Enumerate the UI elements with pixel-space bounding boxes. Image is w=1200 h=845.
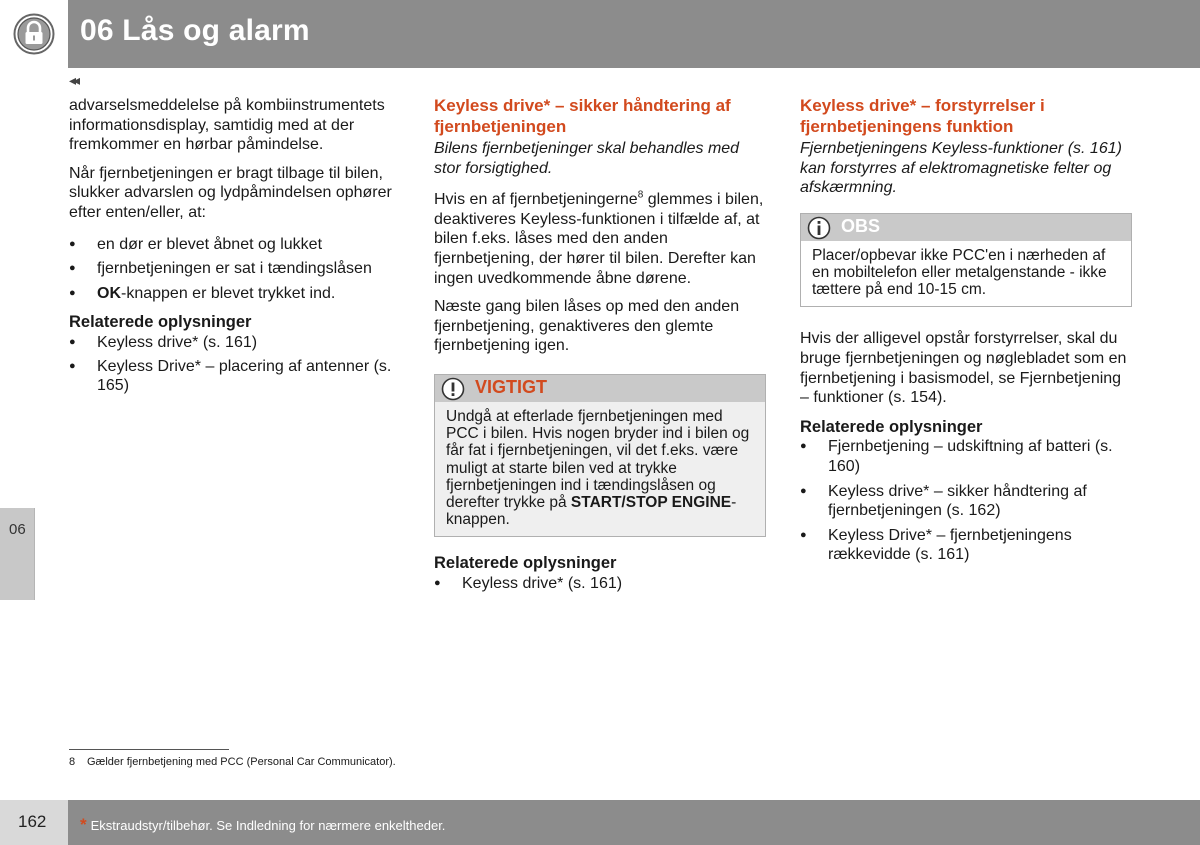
footnote-divider [69,749,229,750]
column-2 [434,96,766,598]
warning-label: VIGTIGT [475,376,547,397]
ingress: Bilens fjernbetjeninger skal behandles med stor forsigtighed. [434,140,740,177]
ingress: Fjernbetjeningens Keyless-funktioner (s. 161) kan forstyrres af elektromagnetiske felter og afskærmning. [800,140,1122,197]
warning-icon [441,377,465,401]
lock-icon [13,13,55,55]
list-item: ● en dør er blevet åbnet og lukket [69,235,401,255]
related-title: Relaterede oplysninger [800,417,983,436]
footnote-number: 8 [69,756,76,768]
continued-arrows-icon: ◂◂ [69,72,78,88]
related-list [800,437,1132,565]
column-3 [800,96,1132,570]
related-list [69,333,401,396]
chapter-tab-label: 06 [9,521,26,538]
note-box [800,213,1132,308]
related-link[interactable]: ● Keyless drive* (s. 161) [434,574,766,594]
warning-box [434,374,766,537]
related-link[interactable]: ● Keyless Drive* – fjernbetjeningens rækkevidde (s. 161) [800,526,1132,565]
warning-text-part: Undgå at efterlade fjernbetjeningen med PCC i bilen. Hvis nogen bryder ind i bilen og får fat i fjernbetjeningen, vil det f.eks. være muligt at starte bilen ved at trykke fjernbetjeningen ind i tændingslåsen og derefter trykke på [446,407,750,511]
paragraph: Hvis der alligevel opstår forstyrrelser, skal du bruge fjernbetjeningen og nøglebladet som en fjernbetjening i basismodel, se Fjernbetjening – funktioner (s. 154). [800,330,1127,407]
column-1 [69,96,401,400]
ok-key-label: OK [97,284,121,302]
info-icon [807,216,831,240]
note-box-header [801,214,1131,241]
paragraph: advarselsmeddelelse på kombiinstrumentets informationsdisplay, samtidig med at der fremkommer en hørbar påmindelse. [69,97,385,154]
section-heading: Keyless drive* – sikker håndtering af fjernbetjeningen [434,96,731,136]
related-link[interactable]: ● Fjernbetjening – udskiftning af batteri (s. 160) [800,437,1132,476]
margin-strip [0,68,34,508]
section-heading: Keyless drive* – forstyrrelser i fjernbetjeningens funktion [800,96,1045,136]
paragraph: Når fjernbetjeningen er bragt tilbage til bilen, slukker advarslen og lydpåmindelsen ophører efter enten/eller, at: [69,164,392,221]
related-link[interactable]: ● Keyless Drive* – placering af antenner (s. 165) [69,357,401,396]
header-icon-box [0,0,68,68]
footnote-ref[interactable]: 8 [637,189,644,201]
condition-list [69,235,401,304]
footer-text: Ekstraudstyr/tilbehør. Se Indledning for nærmere enkeltheder. [90,818,446,833]
footnote [69,756,396,768]
paragraph: Næste gang bilen låses op med den anden fjernbetjening, genaktiveres den glemte fjernbetjening igen. [434,298,740,355]
paragraph [434,190,766,288]
footer-note [80,815,445,835]
list-item: ● fjernbetjeningen er sat i tændingslåsen [69,259,401,279]
footnote-text: Gælder fjernbetjening med PCC (Personal Car Communicator). [87,756,396,768]
page-number: 162 [18,812,47,831]
related-title: Relaterede oplysninger [434,554,617,573]
related-list [434,574,766,594]
related-link[interactable]: ● Keyless drive* (s. 161) [69,333,401,353]
paragraph-text: glemmes i bilen, deaktiveres Keyless-funktionen i tilfælde af, at bilen f.eks. låses med den anden fjernbetjening, der hører til bilen. Derefter kan ingen uvedkommende åbne dørene. [434,191,764,287]
related-link[interactable]: ● Keyless drive* – sikker håndtering af fjernbetjeningen (s. 162) [800,482,1132,521]
list-item [69,284,401,304]
paragraph-text: Hvis en af fjernbetjeningerne [434,191,638,209]
note-label: OBS [841,215,881,236]
list-item-text: -knappen er blevet trykket ind. [121,284,336,302]
related-title: Relaterede oplysninger [69,313,252,332]
start-stop-engine-label: START/STOP ENGINE [570,493,732,511]
asterisk-icon: * [80,815,87,834]
note-text: Placer/opbevar ikke PCC'en i nærheden af en mobiltelefon eller metalgenstande - ikke tættere på end 10-15 cm. [801,241,1131,307]
chapter-title: 06 Lås og alarm [80,14,310,47]
warning-box-header [435,375,765,402]
warning-text [435,402,765,536]
warning-text-part: -knappen. [446,493,737,529]
